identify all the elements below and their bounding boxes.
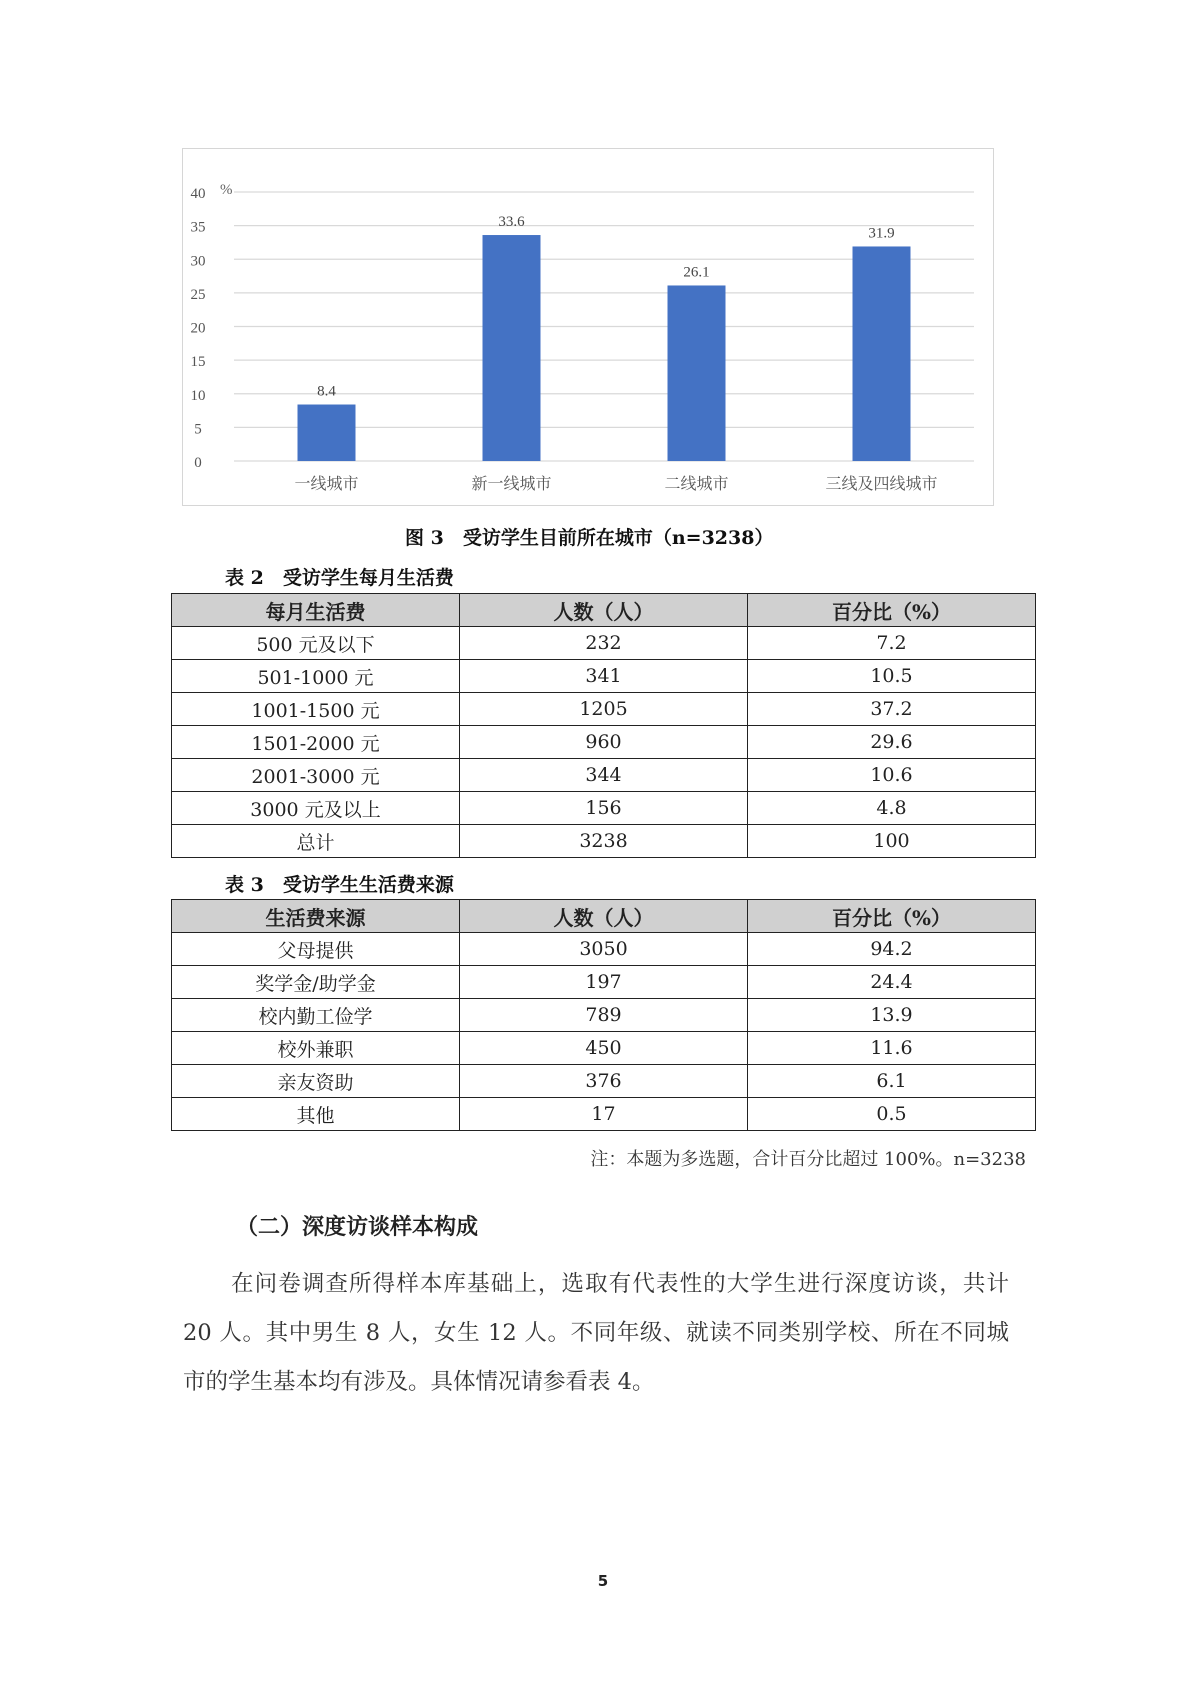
y-tick-label: 10	[190, 387, 206, 404]
table-cell: 232	[460, 627, 748, 660]
table-cell: 13.9	[748, 999, 1036, 1032]
table-cell: 501-1000 元	[172, 660, 460, 693]
section-paragraph: 在问卷调查所得样本库基础上，选取有代表性的大学生进行深度访谈，共计 20 人。其中男生 8 人，女生 12 人。不同年级、就读不同类别学校、所在不同城市的学生基本均有涉及。具体情况请参看表 4。	[183, 1271, 1009, 1395]
table-row	[172, 693, 1036, 726]
table-cell: 11.6	[748, 1032, 1036, 1065]
table-cell: 376	[460, 1065, 748, 1098]
table-cell: 789	[460, 999, 748, 1032]
table-row	[172, 999, 1036, 1032]
table-cell: 2001-3000 元	[172, 759, 460, 792]
table-cell: 197	[460, 966, 748, 999]
table-cell: 6.1	[748, 1065, 1036, 1098]
table-row	[172, 1098, 1036, 1131]
table-row	[172, 660, 1036, 693]
table-cell: 1205	[460, 693, 748, 726]
table-row	[172, 759, 1036, 792]
table-cell: 341	[460, 660, 748, 693]
table-cell: 4.8	[748, 792, 1036, 825]
data-label: 33.6	[498, 214, 525, 231]
table-row	[172, 627, 1036, 660]
table-cell: 1001-1500 元	[172, 693, 460, 726]
section-heading: （二）深度访谈样本构成	[236, 1214, 479, 1240]
data-label: 31.9	[868, 225, 895, 242]
table3-title: 表 3 受访学生生活费来源	[225, 874, 454, 896]
table-cell: 其他	[172, 1098, 460, 1131]
y-tick-label: 20	[190, 320, 206, 337]
table-cell: 960	[460, 726, 748, 759]
table-header: 百分比（%）	[748, 900, 1036, 933]
table-row	[172, 726, 1036, 759]
table-cell: 24.4	[748, 966, 1036, 999]
x-tick-label: 三线及四线城市	[825, 474, 938, 493]
y-tick-label: 5	[194, 421, 202, 438]
data-label: 8.4	[317, 383, 336, 400]
bar	[298, 405, 356, 461]
table-header: 生活费来源	[172, 900, 460, 933]
table-header: 百分比（%）	[748, 594, 1036, 627]
bar	[668, 285, 726, 461]
table-cell: 29.6	[748, 726, 1036, 759]
table-row	[172, 1032, 1036, 1065]
table3-note: 注：本题为多选题，合计百分比超过 100%。n=3238	[590, 1149, 1026, 1170]
bar-chart	[182, 148, 994, 506]
bar	[853, 246, 911, 461]
y-tick-label: 35	[190, 219, 206, 236]
page-number: 5	[597, 1572, 609, 1590]
table-cell: 7.2	[748, 627, 1036, 660]
table-cell: 10.6	[748, 759, 1036, 792]
table-cell: 500 元及以下	[172, 627, 460, 660]
table-cell: 亲友资助	[172, 1065, 460, 1098]
y-tick-label: 25	[190, 286, 206, 303]
table-cell: 父母提供	[172, 933, 460, 966]
table2	[171, 593, 1036, 858]
table-cell: 1501-2000 元	[172, 726, 460, 759]
table-cell: 3238	[460, 825, 748, 858]
x-tick-label: 一线城市	[294, 474, 359, 493]
x-tick-label: 二线城市	[664, 474, 729, 493]
table2-title: 表 2 受访学生每月生活费	[225, 567, 454, 589]
table-row	[172, 1065, 1036, 1098]
table-row	[172, 933, 1036, 966]
y-tick-label: 15	[190, 354, 206, 371]
table-header: 每月生活费	[172, 594, 460, 627]
figure-caption: 图 3 受访学生目前所在城市（n=3238）	[405, 527, 774, 549]
data-label: 26.1	[683, 264, 710, 281]
table-row	[172, 966, 1036, 999]
table-cell: 3050	[460, 933, 748, 966]
table-cell: 0.5	[748, 1098, 1036, 1131]
y-tick-label: 0	[194, 455, 202, 471]
table-cell: 3000 元及以上	[172, 792, 460, 825]
table-cell: 94.2	[748, 933, 1036, 966]
table-cell: 450	[460, 1032, 748, 1065]
table-cell: 344	[460, 759, 748, 792]
table-cell: 100	[748, 825, 1036, 858]
table-cell: 17	[460, 1098, 748, 1131]
y-axis-unit: %	[220, 182, 233, 198]
table-header: 人数（人）	[460, 594, 748, 627]
table-cell: 校外兼职	[172, 1032, 460, 1065]
table-cell: 156	[460, 792, 748, 825]
y-tick-label: 40	[190, 186, 206, 202]
table-row	[172, 792, 1036, 825]
table-header: 人数（人）	[460, 900, 748, 933]
table3	[171, 899, 1036, 1131]
table-row	[172, 825, 1036, 858]
table-cell: 校内勤工俭学	[172, 999, 460, 1032]
x-tick-label: 新一线城市	[471, 474, 552, 493]
table-cell: 总计	[172, 825, 460, 858]
table-cell: 10.5	[748, 660, 1036, 693]
y-tick-label: 30	[190, 253, 206, 270]
bar	[483, 235, 541, 461]
table-cell: 奖学金/助学金	[172, 966, 460, 999]
table-cell: 37.2	[748, 693, 1036, 726]
